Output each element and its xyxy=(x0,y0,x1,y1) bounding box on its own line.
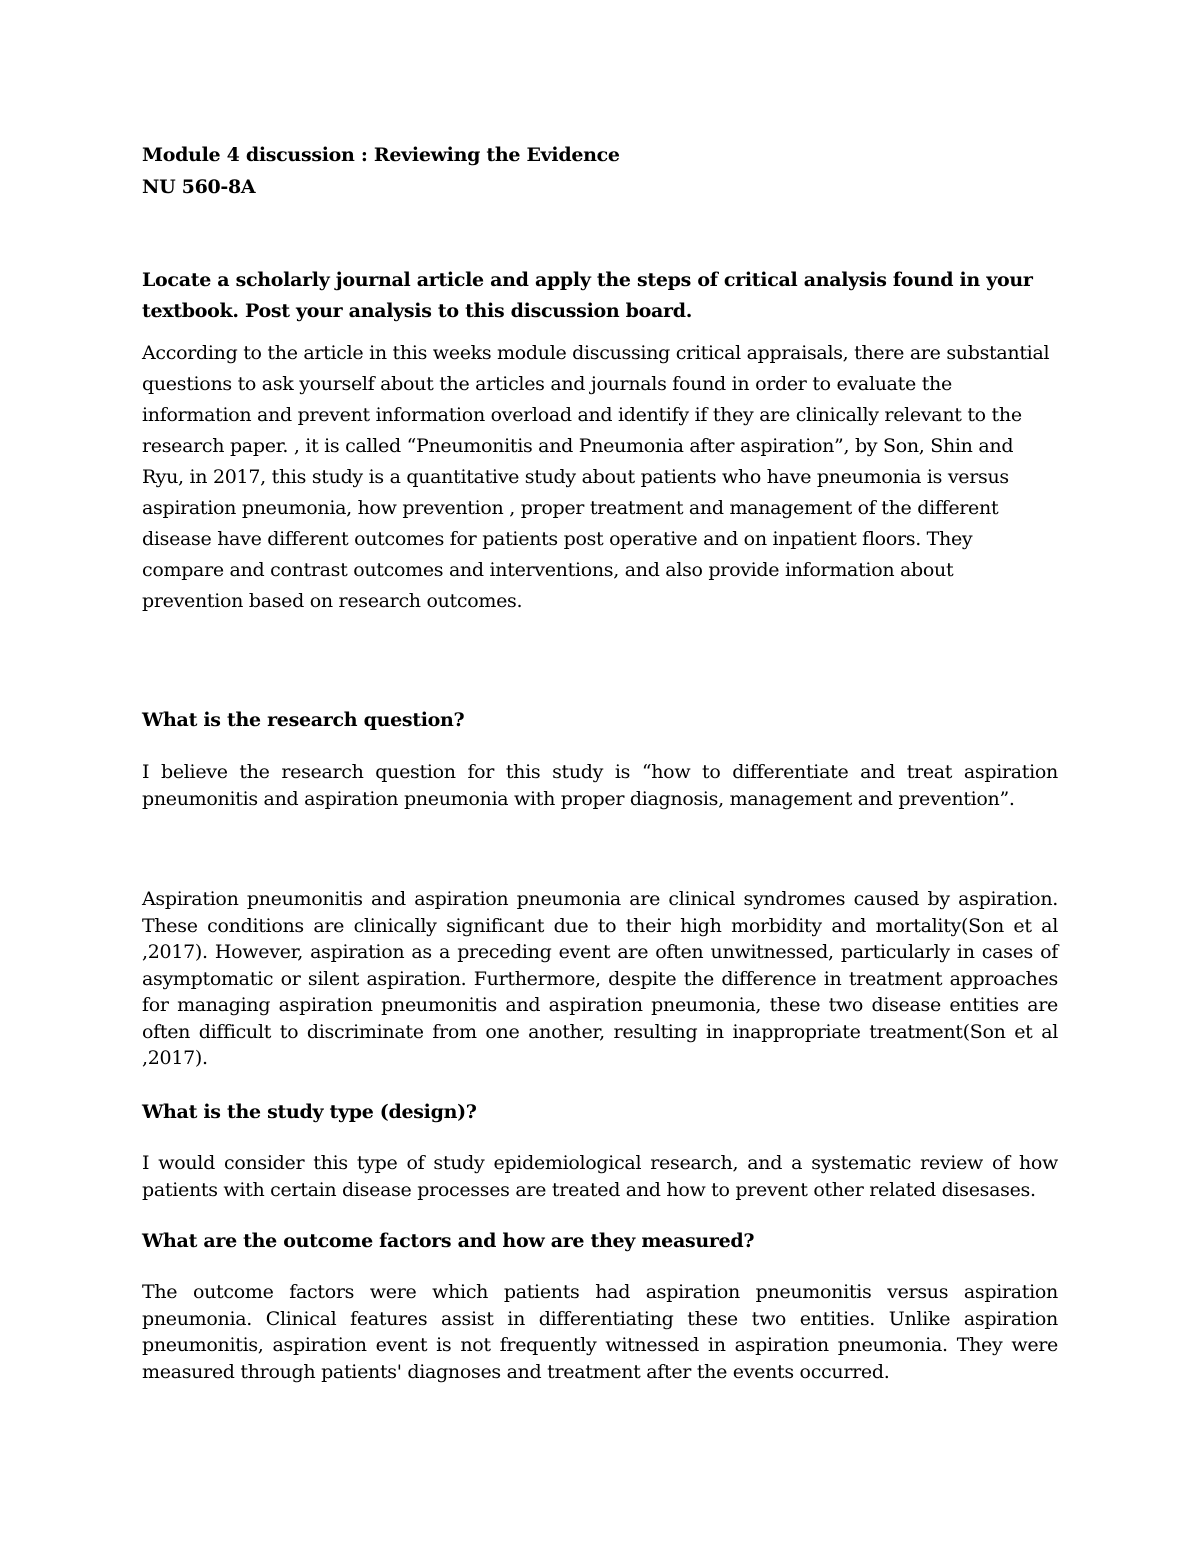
research-question-answer: I believe the research question for this study is “how to differentiate and treat aspiration pneumonitis and aspiration pneumonia with proper diagnosis, management and prevention”. xyxy=(142,761,1058,810)
outcome-factors-answer: The outcome factors were which patients had aspiration pneumonitis versus aspiration pneumonia. Clinical features assist in differentiating these two entities. Unlike aspiration pneumonitis, aspiration event is not frequently witnessed in aspiration pneumonia. They were measured through patients' diagnoses and treatment after the events occurred. xyxy=(142,1281,1058,1383)
document-title: Module 4 discussion : Reviewing the Evidence xyxy=(142,144,620,166)
discussion-prompt: Locate a scholarly journal article and apply the steps of critical analysis found in your textbook. Post your analysis to this discussion board. xyxy=(142,269,1033,322)
course-code: NU 560-8A xyxy=(142,176,256,198)
research-question-detail: Aspiration pneumonitis and aspiration pneumonia are clinical syndromes caused by aspiration. These conditions are clinically significant due to their high morbidity and mortality(Son et al ,2017). However, aspiration as a preceding event are often unwitnessed, particularly in cases of asymptomatic or silent aspiration. Furthermore, despite the difference in treatment approaches for managing aspiration pneumonitis and aspiration pneumonia, these two disease entities are often difficult to discriminate from one another, resulting in inappropriate treatment(Son et al ,2017). xyxy=(142,888,1058,1069)
study-type-heading: What is the study type (design)? xyxy=(142,1101,477,1123)
research-question-heading: What is the research question? xyxy=(142,709,465,731)
study-type-answer: I would consider this type of study epidemiological research, and a systematic review of how patients with certain disease processes are treated and how to prevent other related disesases. xyxy=(142,1152,1058,1201)
outcome-factors-heading: What are the outcome factors and how are they measured? xyxy=(142,1230,755,1252)
intro-paragraph: According to the article in this weeks module discussing critical appraisals, there are substantial questions to ask yourself about the articles and journals found in order to evaluate the information and prevent information overload and identify if they are clinically relevant to the research paper. , it is called “Pneumonitis and Pneumonia after aspiration”, by Son, Shin and Ryu, in 2017, this study is a quantitative study about patients who have pneumonia is versus aspiration pneumonia, how prevention , proper treatment and management of the different disease have different outcomes for patients post operative and on inpatient floors. They compare and contrast outcomes and interventions, and also provide information about prevention based on research outcomes. xyxy=(142,342,1050,612)
